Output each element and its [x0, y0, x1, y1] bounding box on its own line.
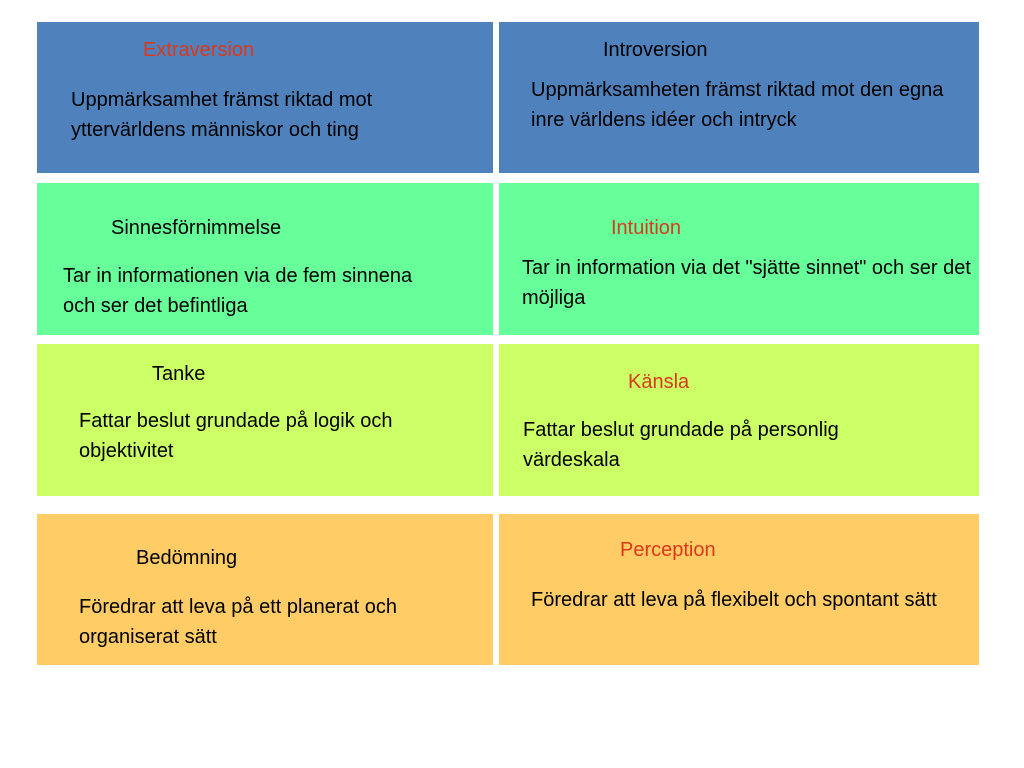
perception-title: Perception [620, 539, 716, 561]
introversion-title: Introversion [603, 39, 708, 61]
sinnesfornimmelse-desc: Tar in informationen via de fem sinnena och ser det befintliga [63, 265, 413, 317]
tanke-desc: Fattar beslut grundade på logik och objektivitet [79, 410, 393, 462]
perception-desc: Föredrar att leva på flexibelt och spontant sätt [531, 589, 937, 611]
kansla-title: Känsla [628, 371, 690, 393]
intuition-desc: Tar in information via det "sjätte sinnet" och ser det möjliga [522, 257, 971, 309]
bedomning-desc: Föredrar att leva på ett planerat och organiserat sätt [79, 596, 397, 648]
sinnesfornimmelse-title: Sinnesförnimmelse [111, 217, 282, 239]
tanke-title: Tanke [152, 363, 206, 385]
extraversion-title: Extraversion [143, 39, 255, 61]
introversion-desc: Uppmärksamheten främst riktad mot den egna inre världens idéer och intryck [531, 79, 944, 131]
bedomning-title: Bedömning [136, 547, 238, 569]
kansla-desc: Fattar beslut grundade på personlig värdeskala [523, 419, 839, 471]
intuition-title: Intuition [611, 217, 682, 239]
extraversion-desc: Uppmärksamhet främst riktad mot yttervärldens människor och ting [71, 89, 373, 141]
